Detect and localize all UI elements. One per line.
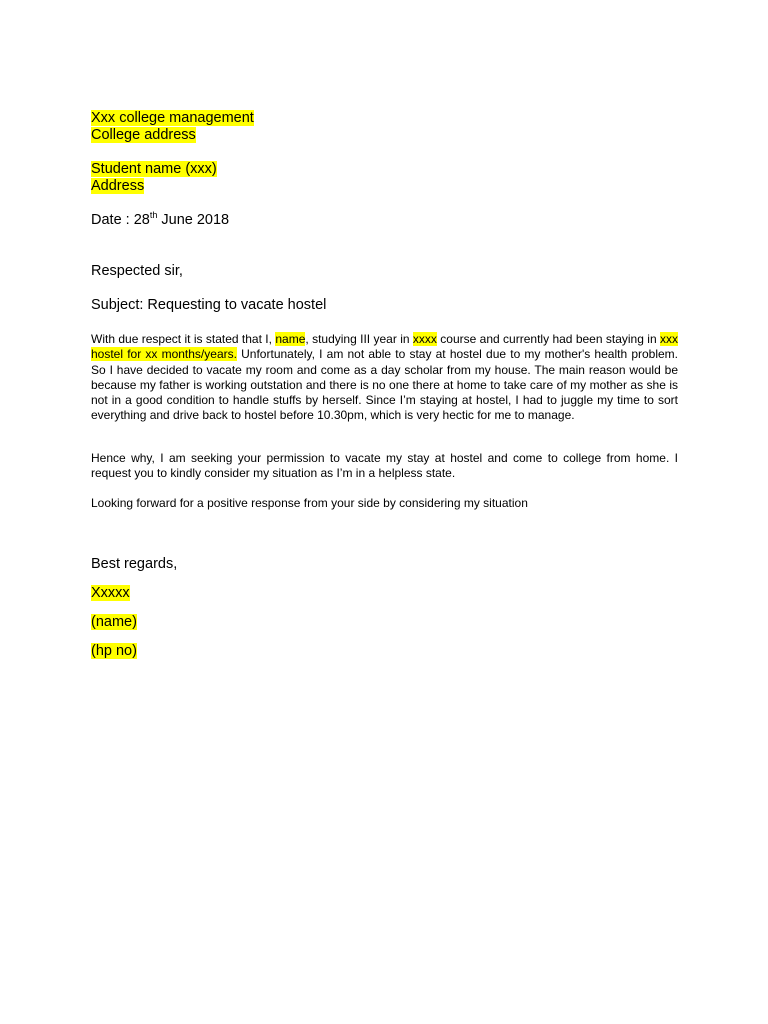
- sender-address: [91, 178, 144, 195]
- paragraph-1-part-3: course and currently had been staying in: [436, 332, 660, 346]
- hostel-placeholder: xxx hostel for xx months/years.: [91, 332, 678, 362]
- name-line-placeholder: (name): [91, 614, 137, 630]
- paragraph-3: Looking forward for a positive response from your side by considering my situation: [91, 496, 528, 510]
- date-rest: June 2018: [157, 212, 230, 228]
- closing-phone: [91, 643, 137, 660]
- sender-name-text: Student name (xxx): [91, 161, 217, 177]
- recipient-address-text: College address: [91, 127, 196, 143]
- date-prefix: Date : 28: [91, 212, 150, 228]
- phone-placeholder: (hp no): [91, 643, 137, 659]
- paragraph-1-part-2: , studying III year in: [305, 332, 413, 346]
- paragraph-1-part-4: Unfortunately, I am not able to stay at hostel due to my mother's health problem. So I have decided to vacate my room and come as a day scholar from my house. The main reason would be because my father is working outstation and there is no one there at home to take care of my mother as she is not in a good condition to handle stuffs by herself. Since I’m staying at hostel, I had to juggle my time to sort everything and drive back to hostel before 10.30pm, which is very hectic for me to manage.: [91, 347, 679, 423]
- closing-name: [91, 614, 137, 631]
- date-suffix: th: [149, 210, 158, 221]
- subject-line: Subject: Requesting to vacate hostel: [91, 297, 327, 313]
- recipient-address: [91, 127, 196, 144]
- sender-address-text: Address: [91, 178, 145, 194]
- paragraph-1: [91, 332, 678, 424]
- recipient-org-text: Xxx college management: [91, 110, 254, 126]
- paragraph-1-part-1: With due respect it is stated that I,: [91, 332, 276, 346]
- signature-placeholder: Xxxxx: [91, 585, 130, 601]
- closing-signature: [91, 585, 130, 602]
- course-placeholder: xxxx: [412, 332, 437, 346]
- sender-name: [91, 161, 217, 178]
- name-placeholder: name: [275, 332, 306, 346]
- recipient-org: [91, 110, 254, 127]
- letter-date: [91, 212, 229, 229]
- salutation: Respected sir,: [91, 263, 183, 279]
- paragraph-2: Hence why, I am seeking your permission to vacate my stay at hostel and come to college from home. I request you to kindly consider my situation as I’m in a helpless state.: [91, 451, 678, 481]
- closing-regards: Best regards,: [91, 556, 178, 572]
